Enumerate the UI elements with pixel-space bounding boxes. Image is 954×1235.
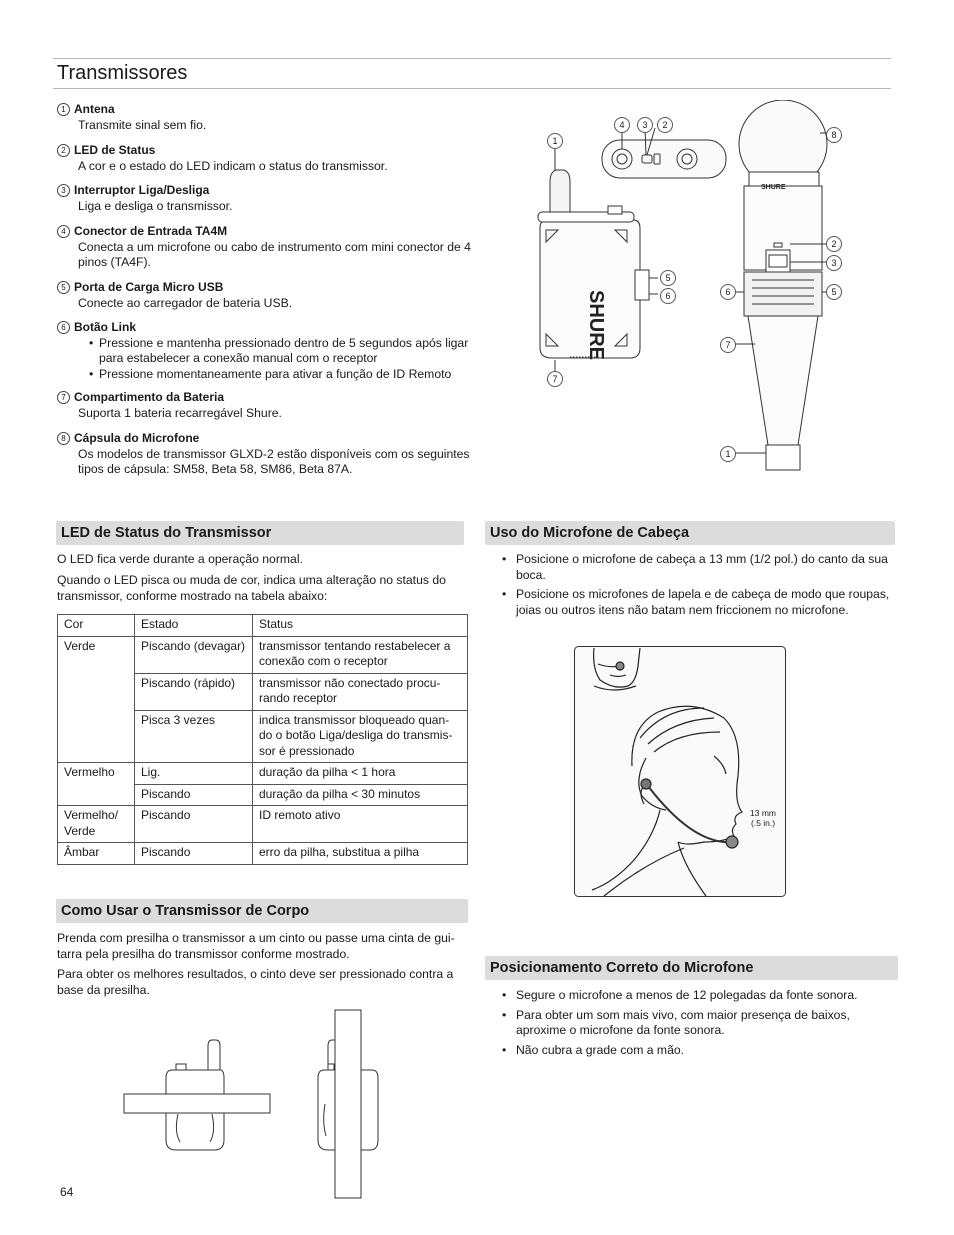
callout-number: 3 bbox=[57, 184, 70, 197]
component-title: Conector de Entrada TA4M bbox=[74, 224, 228, 238]
callout-number: 1 bbox=[57, 103, 70, 116]
component-usb-port bbox=[57, 280, 477, 311]
table-row bbox=[58, 636, 468, 673]
headset-illustration bbox=[574, 646, 786, 897]
callout-number: 6 bbox=[57, 321, 70, 334]
table-cell: Vermelho bbox=[58, 763, 135, 806]
callout-number: 8 bbox=[57, 432, 70, 445]
led-section-title: LED de Status do Transmissor bbox=[56, 521, 464, 545]
callout-6-link: 6 bbox=[660, 288, 676, 304]
body-para-1: Prenda com presilha o transmissor a um cinto ou passe uma cinta de gui-tarra pela presilha do transmissor conforme mostrado. bbox=[57, 931, 455, 961]
position-bullets bbox=[488, 988, 900, 1062]
component-title: LED de Status bbox=[74, 143, 156, 157]
callout-number: 7 bbox=[57, 391, 70, 404]
callout-2-led: 2 bbox=[657, 117, 673, 133]
table-cell: indica transmissor bloqueado quan-do o botão Liga/desliga do transmis-sor é pressionado bbox=[253, 710, 468, 763]
component-link-button bbox=[57, 320, 477, 382]
table-cell: duração da pilha < 30 minutos bbox=[253, 784, 468, 806]
table-header-row bbox=[58, 615, 468, 637]
component-status-led bbox=[57, 143, 477, 174]
shure-mic-logo: SHURE bbox=[761, 184, 786, 191]
component-title: Antena bbox=[74, 102, 115, 116]
table-cell: Piscando bbox=[135, 843, 253, 865]
component-desc: Conecta a um microfone ou cabo de instrumento com mini conector de 4 pinos (TA4F). bbox=[78, 239, 471, 269]
component-battery-compartment bbox=[57, 390, 477, 421]
callout-3-switch: 3 bbox=[826, 255, 842, 271]
table-cell: Piscando bbox=[135, 806, 253, 843]
link-button-bullets bbox=[78, 336, 477, 383]
callout-number: 4 bbox=[57, 225, 70, 238]
list-item: • Posicione os microfones de lapela e de cabeça de modo que roupas, joias ou outros itens não batam nem friccionem no microfone. bbox=[488, 587, 900, 618]
callout-1-antenna: 1 bbox=[547, 133, 563, 149]
callout-7-battery: 7 bbox=[720, 337, 736, 353]
callout-4-connector: 4 bbox=[614, 117, 630, 133]
table-cell: Verde bbox=[58, 636, 135, 763]
callout-7-battery: 7 bbox=[547, 371, 563, 387]
table-cell: duração da pilha < 1 hora bbox=[253, 763, 468, 785]
component-title: Compartimento da Bateria bbox=[74, 390, 225, 404]
callout-5-usb: 5 bbox=[826, 284, 842, 300]
component-desc: A cor e o estado do LED indicam o status do transmissor. bbox=[78, 158, 388, 173]
list-item: • Posicione o microfone de cabeça a 13 mm (1/2 pol.) do canto da sua boca. bbox=[488, 552, 900, 583]
component-desc: Os modelos de transmissor GLXD-2 estão disponíveis com os seguintes tipos de cápsula: SM58, Beta 58, SM86, Beta 87A. bbox=[78, 446, 470, 476]
position-section-title: Posicionamento Correto do Microfone bbox=[485, 956, 898, 980]
callout-5-usb: 5 bbox=[660, 270, 676, 286]
distance-label: 13 mm bbox=[750, 808, 776, 818]
component-desc: Conecte ao carregador de bateria USB. bbox=[78, 295, 293, 310]
list-item: • Não cubra a grade com a mão. bbox=[488, 1043, 900, 1059]
callout-3-switch: 3 bbox=[637, 117, 653, 133]
body-section-title: Como Usar o Transmissor de Corpo bbox=[56, 899, 468, 923]
callout-number: 2 bbox=[57, 144, 70, 157]
table-cell: Piscando (devagar) bbox=[135, 636, 253, 673]
component-ta4m-connector bbox=[57, 224, 477, 271]
led-status-table bbox=[57, 614, 468, 865]
headset-bullets bbox=[488, 552, 900, 622]
callout-6-link: 6 bbox=[720, 284, 736, 300]
callout-2-led: 2 bbox=[826, 236, 842, 252]
list-item: • Pressione momentaneamente para ativar a função de ID Remoto bbox=[78, 367, 477, 383]
table-header: Cor bbox=[58, 615, 135, 637]
component-title: Cápsula do Microfone bbox=[74, 431, 200, 445]
component-title: Interruptor Liga/Desliga bbox=[74, 183, 210, 197]
table-row bbox=[58, 806, 468, 843]
transmitter-diagram bbox=[530, 100, 860, 480]
table-cell: Piscando (rápido) bbox=[135, 673, 253, 710]
headset-section-title: Uso do Microfone de Cabeça bbox=[485, 521, 895, 545]
table-row bbox=[58, 843, 468, 865]
component-desc: Transmite sinal sem fio. bbox=[78, 117, 207, 132]
page-title: Transmissores bbox=[57, 62, 188, 84]
distance-label-imperial: (.5 in.) bbox=[751, 818, 776, 828]
component-antenna bbox=[57, 102, 477, 133]
table-header: Estado bbox=[135, 615, 253, 637]
component-title: Porta de Carga Micro USB bbox=[74, 280, 224, 294]
component-desc: Suporta 1 bateria recarregável Shure. bbox=[78, 405, 282, 420]
table-cell: transmissor não conectado procu-rando receptor bbox=[253, 673, 468, 710]
table-row bbox=[58, 763, 468, 785]
page-number: 64 bbox=[60, 1185, 74, 1199]
title-rule bbox=[53, 88, 891, 89]
table-cell: ID remoto ativo bbox=[253, 806, 468, 843]
body-para-2: Para obter os melhores resultados, o cinto deve ser pressionado contra a base da presilha. bbox=[57, 967, 454, 997]
component-mic-capsule bbox=[57, 431, 477, 478]
component-power-switch bbox=[57, 183, 477, 214]
table-cell: Pisca 3 vezes bbox=[135, 710, 253, 763]
table-header: Status bbox=[253, 615, 468, 637]
callout-number: 5 bbox=[57, 281, 70, 294]
table-cell: Âmbar bbox=[58, 843, 135, 865]
table-cell: transmissor tentando restabelecer a conexão com o receptor bbox=[253, 636, 468, 673]
table-cell: Vermelho/ Verde bbox=[58, 806, 135, 843]
list-item: • Para obter um som mais vivo, com maior presença de baixos, aproxime o microfone da fonte sonora. bbox=[488, 1008, 900, 1039]
top-rule bbox=[53, 58, 891, 59]
callout-8-capsule: 8 bbox=[826, 127, 842, 143]
led-para-2: Quando o LED pisca ou muda de cor, indica uma alteração no status do transmissor, conforme mostrado na tabela abaixo: bbox=[57, 573, 446, 603]
led-para-1: O LED fica verde durante a operação normal. bbox=[57, 552, 303, 566]
callout-1-antenna: 1 bbox=[720, 446, 736, 462]
component-desc: Liga e desliga o transmissor. bbox=[78, 198, 233, 213]
shure-logo: SHURE bbox=[585, 290, 607, 361]
list-item: • Pressione e mantenha pressionado dentro de 5 segundos após ligar para estabelecer a conexão manual com o receptor bbox=[78, 336, 477, 367]
component-title: Botão Link bbox=[74, 320, 136, 334]
table-cell: Piscando bbox=[135, 784, 253, 806]
list-item: • Segure o microfone a menos de 12 polegadas da fonte sonora. bbox=[488, 988, 900, 1004]
belt-clip-illustration bbox=[120, 1008, 380, 1203]
table-cell: Lig. bbox=[135, 763, 253, 785]
table-cell: erro da pilha, substitua a pilha bbox=[253, 843, 468, 865]
